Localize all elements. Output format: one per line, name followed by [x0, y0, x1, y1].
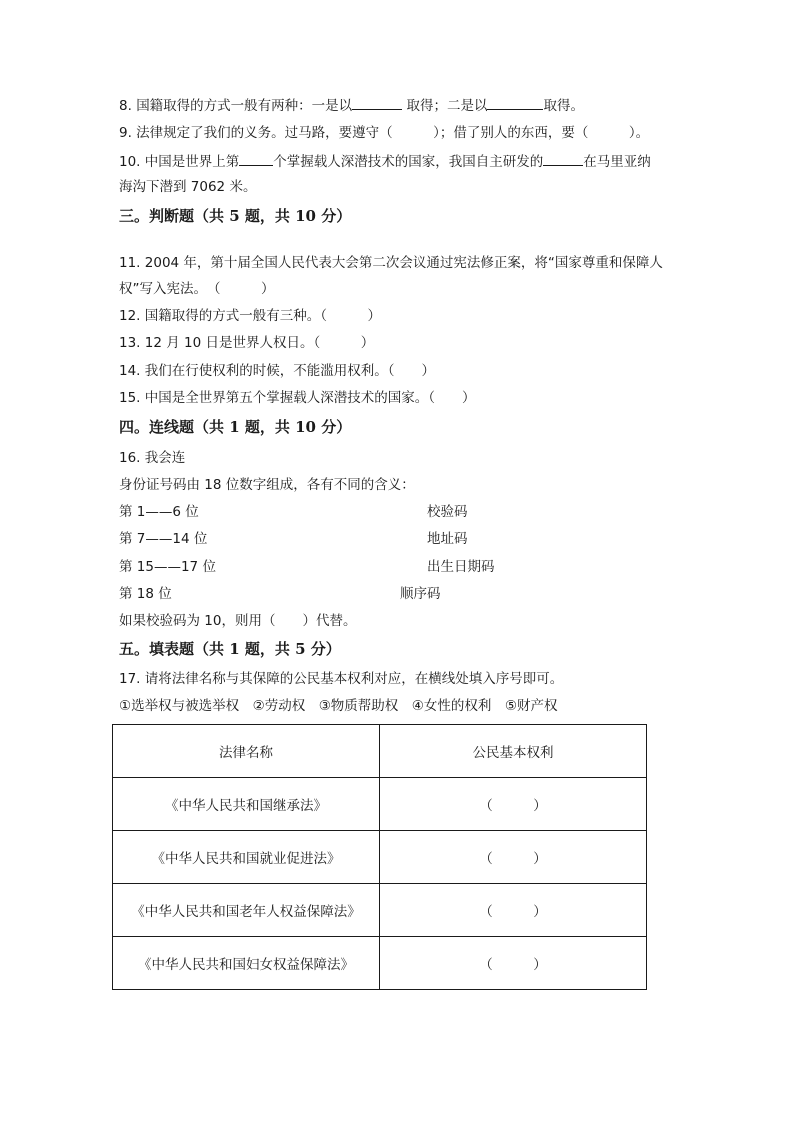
match-right-item[interactable]: 地址码 [427, 531, 468, 547]
answer-blank[interactable] [487, 95, 543, 110]
table-header-law: 法律名称 [113, 725, 380, 778]
answer-blank[interactable] [239, 151, 273, 166]
question-16-intro: 身份证号码由 18 位数字组成，各有不同的含义： [119, 477, 415, 493]
answer-cell[interactable]: （ ） [380, 778, 647, 831]
question-12: 12. 国籍取得的方式一般有三种。（ ） [119, 308, 382, 324]
match-left-item[interactable]: 第 15——17 位 [119, 559, 216, 575]
section-3-heading: 三。判断题（共 5 题，共 10 分） [119, 207, 352, 225]
question-8-part-c: 取得。 [543, 98, 584, 114]
question-10-part-c: 在马里亚纳 [583, 154, 651, 170]
question-16-title: 16. 我会连 [119, 450, 186, 466]
table-row [113, 778, 647, 831]
answer-blank[interactable] [543, 151, 583, 166]
question-14: 14. 我们在行使权利的时候，不能滥用权利。（ ） [119, 363, 436, 379]
match-right-item[interactable]: 出生日期码 [427, 559, 495, 575]
table-row [113, 937, 647, 990]
match-right-item[interactable]: 校验码 [427, 504, 468, 520]
section-4-heading: 四。连线题（共 1 题，共 10 分） [119, 418, 352, 436]
law-name-cell: 《中华人民共和国就业促进法》 [113, 831, 380, 884]
section-5-heading: 五。填表题（共 1 题，共 5 分） [119, 640, 341, 658]
answer-cell[interactable]: （ ） [380, 937, 647, 990]
law-name-cell: 《中华人民共和国妇女权益保障法》 [113, 937, 380, 990]
question-15: 15. 中国是全世界第五个掌握载人深潜技术的国家。（ ） [119, 390, 476, 406]
law-rights-table [112, 724, 647, 990]
question-10-part-b: 个掌握载人深潜技术的国家，我国自主研发的 [273, 154, 544, 170]
match-left-item[interactable]: 第 1——6 位 [119, 504, 199, 520]
match-left-item[interactable]: 第 7——14 位 [119, 531, 208, 547]
question-9: 9. 法律规定了我们的义务。过马路，要遵守（ ）；借了别人的东西，要（ ）。 [119, 125, 650, 141]
table-header-row [113, 725, 647, 778]
answer-cell[interactable]: （ ） [380, 831, 647, 884]
question-10-line-2: 海沟下潜到 7062 米。 [119, 179, 257, 195]
question-10 [119, 151, 651, 172]
question-11: 11. 2004 年，第十届全国人民代表大会第二次会议通过宪法修正案，将“国家尊重和保障人 [119, 255, 663, 271]
question-17-options: ①选举权与被选举权 ②劳动权 ③物质帮助权 ④女性的权利 ⑤财产权 [119, 698, 558, 714]
answer-cell[interactable]: （ ） [380, 884, 647, 937]
table-row [113, 831, 647, 884]
question-8-number: 8. [119, 98, 132, 114]
table-header-rights: 公民基本权利 [380, 725, 647, 778]
question-10-part-a: 10. 中国是世界上第 [119, 154, 240, 170]
question-8 [119, 95, 584, 116]
law-name-cell: 《中华人民共和国继承法》 [113, 778, 380, 831]
law-name-cell: 《中华人民共和国老年人权益保障法》 [113, 884, 380, 937]
question-13: 13. 12 月 10 日是世界人权日。（ ） [119, 335, 375, 351]
question-11-line-2: 权”写入宪法。 （ ） [119, 281, 275, 297]
match-right-item[interactable]: 顺序码 [400, 586, 441, 602]
question-17-prompt: 17. 请将法律名称与其保障的公民基本权利对应，在横线处填入序号即可。 [119, 671, 564, 687]
question-8-part-a: 国籍取得的方式一般有两种：一是以 [136, 98, 353, 114]
table-row [113, 884, 647, 937]
answer-blank[interactable] [352, 95, 402, 110]
question-16-note: 如果校验码为 10，则用（ ）代替。 [119, 613, 357, 629]
match-left-item[interactable]: 第 18 位 [119, 586, 172, 602]
question-8-part-b: 取得；二是以 [406, 98, 488, 114]
